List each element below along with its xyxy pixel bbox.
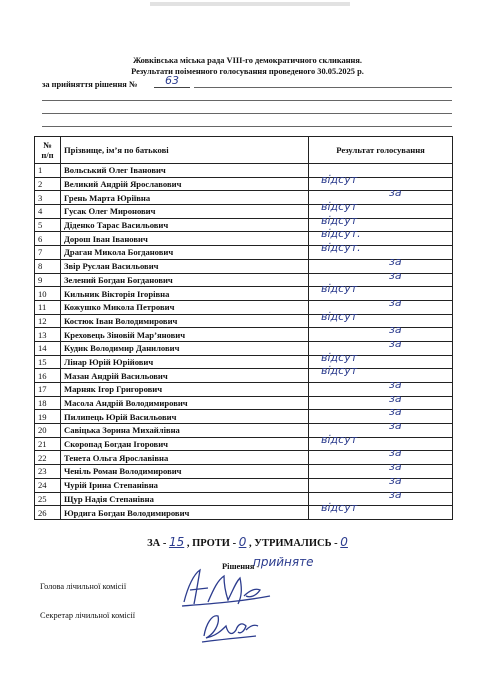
row-number: 10 — [35, 287, 61, 301]
vote-result-cell — [309, 473, 453, 492]
vote-result: за — [389, 405, 402, 419]
row-number: 3 — [35, 191, 61, 205]
row-number: 25 — [35, 492, 61, 506]
deputy-name: Драган Микола Богданович — [61, 246, 309, 260]
deputy-name: Креховець Зіновій Мар’янович — [61, 328, 309, 342]
document-header — [0, 55, 495, 77]
deputy-name: Лінар Юрій Юрійович — [61, 355, 309, 369]
deputy-name: Кудик Володимир Данилович — [61, 341, 309, 355]
scan-edge-mark — [150, 2, 350, 6]
vote-result-cell — [309, 254, 453, 273]
row-number: 22 — [35, 451, 61, 465]
row-number: 8 — [35, 259, 61, 273]
council-title: Жовківська міська рада VIII-го демократичного скликання. — [132, 56, 363, 65]
vote-result: за — [389, 473, 402, 487]
row-number: 11 — [35, 300, 61, 314]
row-number: 19 — [35, 410, 61, 424]
deputy-name: Звір Руслан Васильович — [61, 259, 309, 273]
abstain-label: УТРИМАЛИСЬ - — [254, 538, 338, 549]
table-row — [35, 300, 453, 314]
row-number: 2 — [35, 177, 61, 191]
vote-result: відсут — [321, 432, 358, 446]
decision-number: 63 — [154, 74, 190, 88]
deputy-name: Тенета Ольга Ярославівна — [61, 451, 309, 465]
table-row — [35, 424, 453, 438]
deputy-name: Марняк Ігор Григорович — [61, 383, 309, 397]
blank-line — [42, 113, 452, 114]
blank-line — [42, 126, 452, 127]
vote-result: за — [389, 419, 402, 433]
row-number: 23 — [35, 465, 61, 479]
vote-result: відсут. — [321, 227, 361, 241]
against-label: ПРОТИ - — [192, 538, 237, 549]
row-number: 9 — [35, 273, 61, 287]
deputy-name: Великий Андрій Ярославович — [61, 177, 309, 191]
decision-label: за прийняття рішення № — [42, 80, 138, 89]
secretary-signature — [196, 606, 266, 646]
row-number: 1 — [35, 164, 61, 178]
deputy-name: Савіцька Зорина Михайлівна — [61, 424, 309, 438]
row-number: 12 — [35, 314, 61, 328]
table-row — [35, 273, 453, 287]
vote-result-cell — [309, 241, 453, 260]
deputy-name: Гусак Олег Миронович — [61, 205, 309, 219]
vote-result: за — [389, 295, 402, 309]
vote-result-cell — [309, 391, 453, 410]
deputy-name: Костюк Іван Володимирович — [61, 314, 309, 328]
row-number: 6 — [35, 232, 61, 246]
secretary-label: Секретар лічильної комісії — [40, 611, 136, 620]
vote-result-cell — [309, 446, 453, 465]
table-row — [35, 164, 453, 178]
vote-table — [34, 136, 453, 520]
table-row — [35, 205, 453, 219]
deputy-name: Діденко Тарас Васильович — [61, 218, 309, 232]
vote-result: відсут — [321, 213, 358, 227]
vote-result-cell — [309, 364, 453, 383]
vote-result: за — [389, 336, 402, 350]
row-number: 20 — [35, 424, 61, 438]
vote-result: відсут — [321, 172, 358, 186]
for-count: 15 — [168, 535, 185, 549]
vote-result-cell — [309, 405, 453, 424]
vote-result: відсут — [321, 350, 358, 364]
table-row — [35, 492, 453, 506]
vote-result-cell — [309, 309, 453, 328]
deputy-name: Скоропад Богдан Ігорович — [61, 437, 309, 451]
row-number: 21 — [35, 437, 61, 451]
deputy-name: Кожушко Микола Петрович — [61, 300, 309, 314]
row-number: 15 — [35, 355, 61, 369]
vote-result-cell — [309, 432, 453, 451]
chair-signature — [178, 566, 278, 608]
vote-result: відсут — [321, 282, 358, 296]
row-number: 17 — [35, 383, 61, 397]
vote-rows — [35, 164, 453, 520]
deputy-name: Пилипець Юрій Васильович — [61, 410, 309, 424]
row-number: 14 — [35, 341, 61, 355]
deputy-name: Кильник Вікторія Ігорівна — [61, 287, 309, 301]
vote-result: за — [389, 268, 402, 282]
row-number: 26 — [35, 506, 61, 520]
vote-result: за — [389, 254, 402, 268]
vote-result-cell — [309, 378, 453, 397]
vote-result-cell — [309, 501, 453, 520]
vote-result-cell — [309, 323, 453, 342]
deputy-name: Щур Надія Степанівна — [61, 492, 309, 506]
row-number: 16 — [35, 369, 61, 383]
deputy-name: Чурій Ірина Степанівна — [61, 478, 309, 492]
deputy-name: Грень Марта Юріївна — [61, 191, 309, 205]
row-number: 5 — [35, 218, 61, 232]
vote-result: за — [389, 378, 402, 391]
deputy-name: Дорош Іван Іванович — [61, 232, 309, 246]
vote-result-cell — [309, 282, 453, 301]
row-number: 18 — [35, 396, 61, 410]
for-label: ЗА - — [147, 538, 167, 549]
vote-result: за — [389, 487, 402, 501]
abstain-count: 0 — [340, 535, 348, 549]
vote-result: за — [389, 391, 402, 405]
vote-title: Результати поіменного голосування проведеного 30.05.2025 р. — [131, 67, 364, 76]
table-row — [35, 218, 453, 232]
totals-line: ЗА - 15 , ПРОТИ - 0 , УТРИМАЛИСЬ - 0 — [147, 535, 348, 549]
deputy-name: Масола Андрій Володимирович — [61, 396, 309, 410]
vote-result: відсут — [321, 309, 358, 323]
deputy-name: Ченіль Роман Володимирович — [61, 465, 309, 479]
header-result: Результат голосування — [309, 137, 453, 164]
table-row — [35, 506, 453, 520]
decision-outcome-value: прийняте — [253, 555, 314, 569]
row-number: 13 — [35, 328, 61, 342]
table-row — [35, 232, 453, 246]
vote-result: за — [389, 460, 402, 474]
table-row — [35, 341, 453, 355]
deputy-name: Вольський Олег Іванович — [61, 164, 309, 178]
vote-result: за — [389, 446, 402, 460]
table-row — [35, 191, 453, 205]
vote-result-cell — [309, 460, 453, 479]
vote-result: відсут — [321, 364, 358, 378]
table-header-row — [35, 137, 453, 164]
decision-outcome-label: Рішення - — [222, 562, 260, 571]
vote-result: відсут. — [321, 241, 361, 255]
decision-underline — [194, 87, 452, 88]
vote-result: за — [389, 323, 402, 337]
deputy-name: Мазан Андрій Васильович — [61, 369, 309, 383]
vote-result: відсут — [321, 200, 358, 214]
chair-label: Голова лічильної комісії — [40, 582, 127, 591]
table-row — [35, 355, 453, 369]
vote-result: відсут — [321, 501, 358, 515]
header-num: № п/п — [35, 137, 61, 164]
deputy-name: Юрдига Богдан Володимирович — [61, 506, 309, 520]
row-number: 7 — [35, 246, 61, 260]
blank-line — [42, 100, 452, 101]
row-number: 4 — [35, 205, 61, 219]
vote-result: за — [389, 186, 402, 200]
vote-result-cell — [309, 172, 453, 191]
header-name: Прізвище, ім’я по батькові — [61, 137, 309, 164]
against-count: 0 — [238, 535, 247, 549]
deputy-name: Зелений Богдан Богданович — [61, 273, 309, 287]
row-number: 24 — [35, 478, 61, 492]
